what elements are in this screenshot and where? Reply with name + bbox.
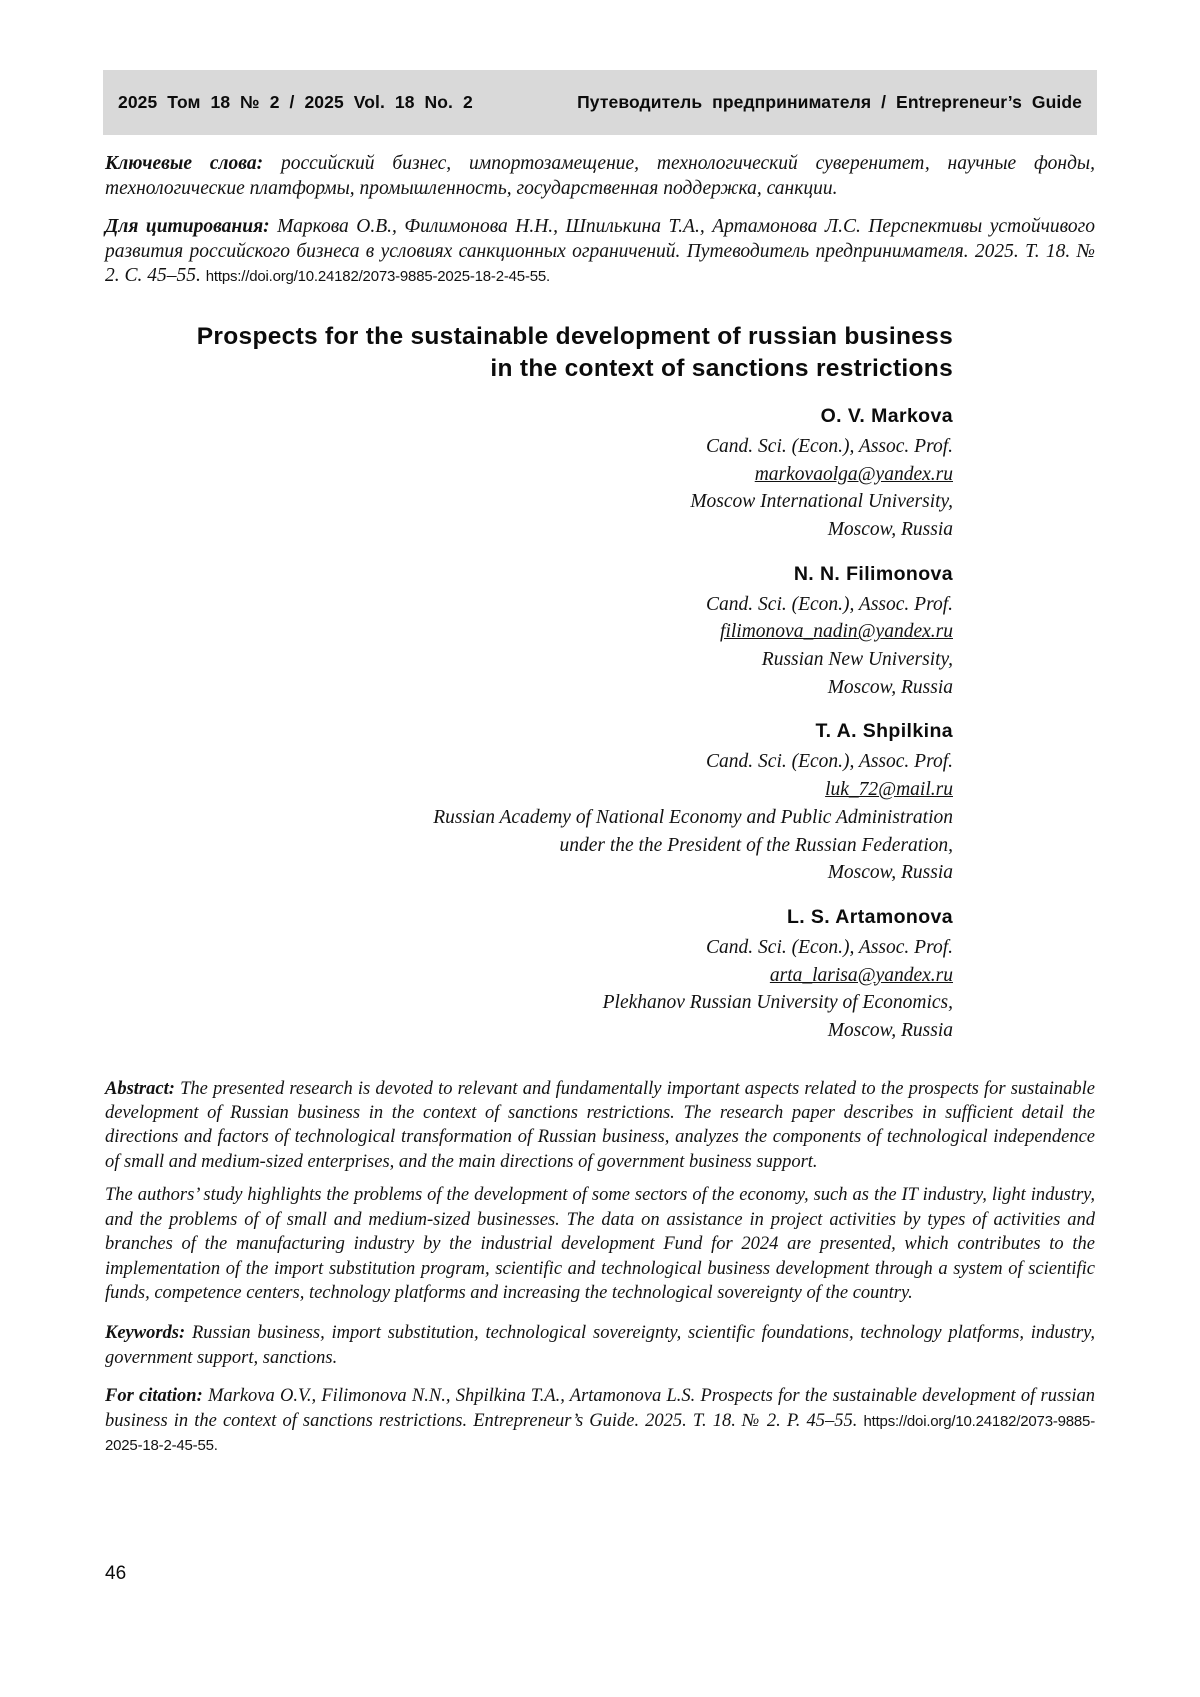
page-content (105, 152, 1095, 1457)
author-affiliation: Moscow, Russia (827, 862, 953, 884)
author-affiliation: Russian New University, (761, 649, 953, 671)
abstract-text-2: The authors’ study highlights the problems of the development of some sectors of the economy, such as the IT industry, light industry, and the problems of of small and medium-sized businesses. The data on assistance in project activities by types of activities and branches of the manufacturing industry by the industrial development Fund for 2024 are presented, which contributes to the implementation of the import substitution program, scientific and technological business development through a system of scientific funds, competence centers, technology platforms and increasing the technological sovereignty of the country. (105, 1185, 1095, 1303)
article-title (105, 321, 1095, 386)
author-name: O. V. Markova (820, 404, 953, 427)
author-email-link[interactable]: filimonova_nadin@yandex.ru (720, 621, 953, 643)
author-email-link[interactable]: luk_72@mail.ru (825, 779, 953, 801)
citation-ru-paragraph (105, 215, 1095, 289)
article-title-line2: in the context of sanctions restrictions (490, 355, 953, 383)
abstract-label: Abstract: (105, 1078, 175, 1099)
citation-en-label: For citation: (105, 1386, 203, 1407)
page-number: 46 (105, 1563, 127, 1584)
author-block (105, 405, 953, 544)
author-name: L. S. Artamonova (786, 905, 953, 928)
article-title-line1: Prospects for the sustainable development of russian business (196, 322, 953, 350)
author-affiliation: under the the President of the Russian Federation, (559, 834, 953, 856)
author-affiliation: Moscow, Russia (827, 519, 953, 541)
keywords-ru-label: Ключевые слова: (105, 153, 264, 174)
author-block (105, 720, 953, 886)
keywords-en-label: Keywords: (105, 1323, 186, 1344)
author-affiliation: Moscow, Russia (827, 676, 953, 698)
citation-en-paragraph (105, 1384, 1095, 1457)
citation-en-text: Markova O.V., Filimonova N.N., Shpilkina T.A., Artamonova L.S. Prospects for the sustainable development of russian business in the context of sanctions restrictions. Entrepreneur’s Guide. 2025. Т. 18. № 2. P. 45–55. (105, 1386, 1095, 1431)
author-degree: Cand. Sci. (Econ.), Assoc. Prof. (706, 435, 953, 457)
author-name: N. N. Filimonova (793, 562, 953, 585)
author-block (105, 563, 953, 702)
author-affiliation: Moscow International University, (690, 491, 953, 513)
author-degree: Cand. Sci. (Econ.), Assoc. Prof. (706, 936, 953, 958)
keywords-ru-text: российский бизнес, импортозамещение, технологический суверенитет, научные фонды, технологические платформы, промышленность, государственная поддержка, санкции. (105, 153, 1096, 199)
author-affiliation: Moscow, Russia (827, 1019, 953, 1041)
author-degree: Cand. Sci. (Econ.), Assoc. Prof. (706, 593, 953, 615)
journal-name: Путеводитель предпринимателя / Entrepreneur’s Guide (577, 92, 1082, 112)
authors-area (105, 405, 1095, 1045)
issue-info: 2025 Том 18 № 2 / 2025 Vol. 18 No. 2 (118, 92, 473, 112)
citation-ru-doi: https://doi.org/10.24182/2073-9885-2025-18-2-45-55. (205, 268, 550, 286)
abstract-paragraph-1 (105, 1077, 1095, 1175)
keywords-en-paragraph (105, 1321, 1095, 1370)
author-email-link[interactable]: markovaolga@yandex.ru (754, 463, 953, 485)
author-affiliation: Russian Academy of National Economy and Public Administration (433, 806, 953, 828)
author-block (105, 906, 953, 1045)
keywords-ru-paragraph (105, 152, 1095, 201)
author-name: T. A. Shpilkina (815, 720, 953, 743)
citation-ru-text: Маркова О.В., Филимонова Н.Н., Шпилькина Т.А., Артамонова Л.С. Перспективы устойчивого развития российского бизнеса в условиях санкционных ограничений. Путеводитель предпринимателя. 2025. Т. 18. № 2. С. 45–55. (105, 216, 1095, 287)
journal-header-bar (103, 70, 1097, 135)
citation-ru-label: Для цитирования: (105, 216, 270, 238)
author-degree: Cand. Sci. (Econ.), Assoc. Prof. (706, 751, 953, 773)
citation-en-doi: https://doi.org/10.24182/2073-9885-2025-18-2-45-55. (105, 1412, 1095, 1454)
keywords-en-text: Russian business, import substitution, technological sovereignty, scientific foundations, technology platforms, industry, government support, sanctions. (105, 1323, 1096, 1368)
abstract-text-1: The presented research is devoted to relevant and fundamentally important aspects related to the prospects for sustainable development of Russian business in the context of sanctions restrictions. The research paper describes in sufficient detail the directions and factors of technological transformation of Russian business, analyzes the components of technological independence of small and medium-sized enterprises, and the main directions of government business support. (105, 1078, 1096, 1172)
author-affiliation: Plekhanov Russian University of Economics, (602, 992, 953, 1014)
abstract-paragraph-2 (105, 1183, 1095, 1305)
author-email-link[interactable]: arta_larisa@yandex.ru (769, 964, 953, 986)
